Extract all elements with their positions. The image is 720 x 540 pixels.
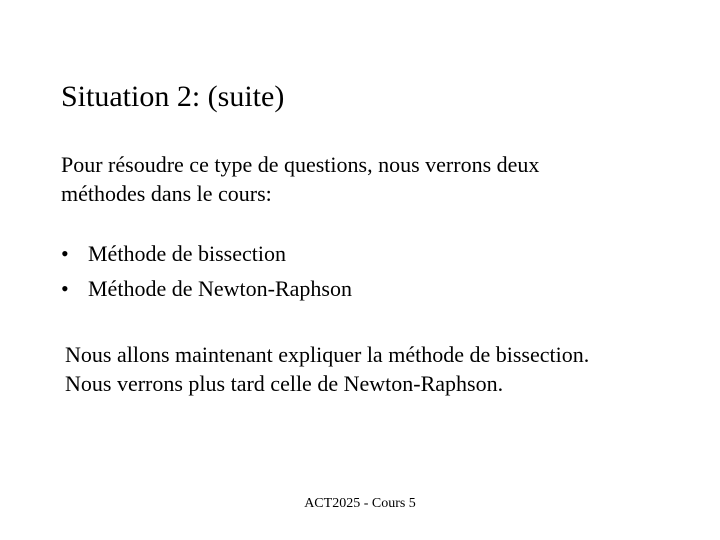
method-list xyxy=(61,236,352,306)
note-line: Nous verrons plus tard celle de Newton-Raphson. xyxy=(65,371,504,396)
note-line: Nous allons maintenant expliquer la méthode de bissection. xyxy=(65,342,590,367)
slide-title: Situation 2: (suite) xyxy=(61,80,285,113)
intro-paragraph xyxy=(61,150,661,208)
list-item xyxy=(61,271,352,306)
slide-footer: ACT2025 - Cours 5 xyxy=(304,496,416,511)
intro-line: Pour résoudre ce type de questions, nous verrons deux xyxy=(61,152,540,177)
list-item-label: Méthode de Newton-Raphson xyxy=(88,276,352,301)
list-item-label: Méthode de bissection xyxy=(88,241,286,266)
note-paragraph xyxy=(65,340,685,398)
list-item xyxy=(61,236,352,271)
bullet-icon: • xyxy=(61,276,69,301)
intro-line: méthodes dans le cours: xyxy=(61,181,272,206)
bullet-icon: • xyxy=(61,241,69,266)
